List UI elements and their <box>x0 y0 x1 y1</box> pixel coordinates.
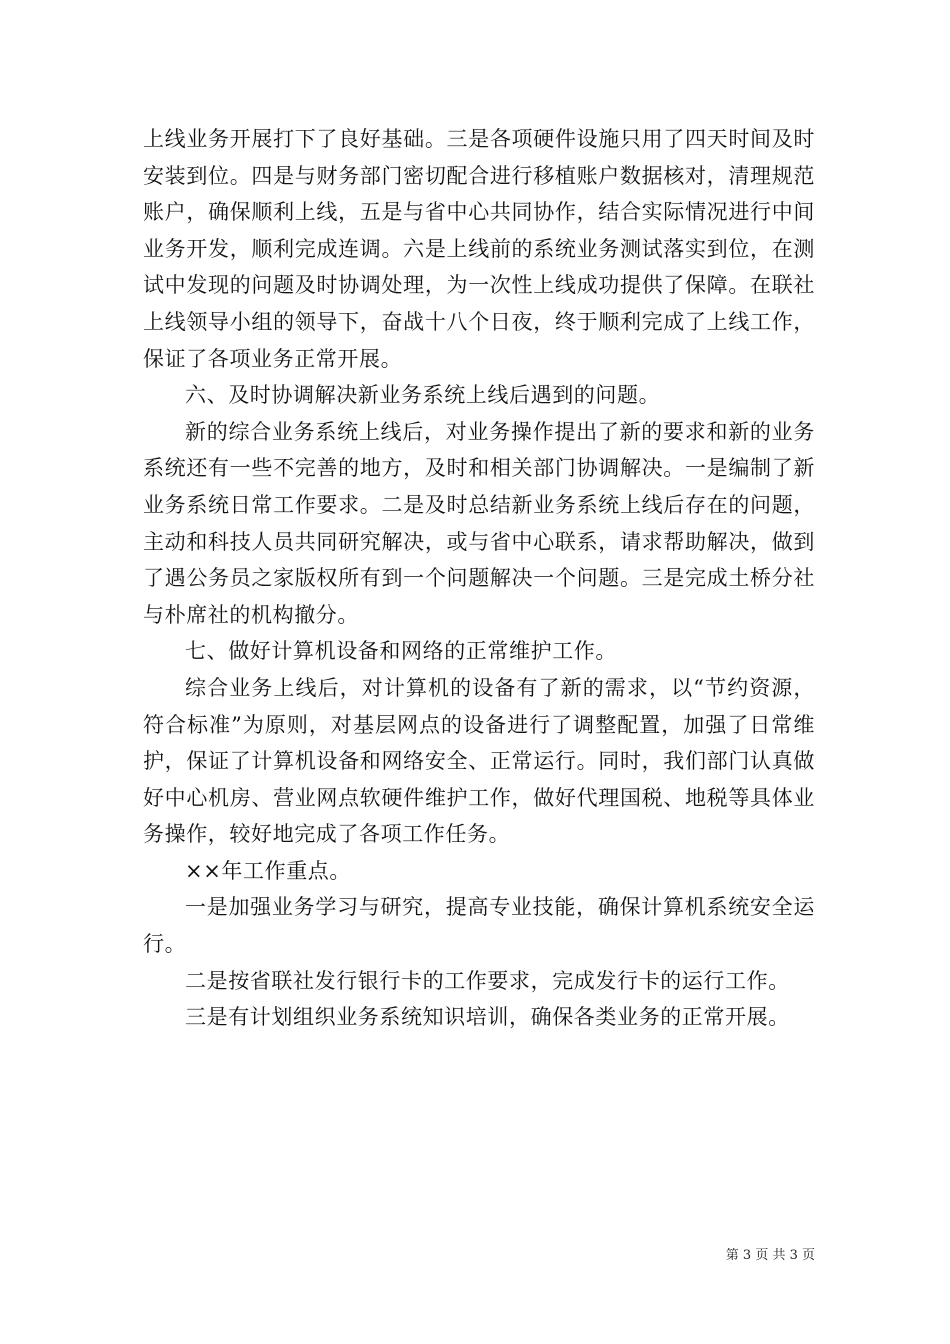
focus-item-two: 二是按省联社发行银行卡的工作要求，完成发行卡的运行工作。 <box>185 968 790 993</box>
paragraph-continuation: 上线业务开展打下了良好基础。三是各项硬件设施只用了四天时间及时安装到位。四是与财务部门密切配合进行移植账户数据核对，清理规范账户，确保顺利上线，五是与省中心共同协作，结合实际情况进行中间业务开发，顺利完成连调。六是上线前的系统业务测试落实到位，在测试中发现的问题及时协调处理，为一次性上线成功提供了保障。在联社上线领导小组的领导下，奋战十八个日夜，终于顺利完成了上线工作，保证了各项业务正常开展。 <box>143 127 815 371</box>
focus-item-one: 一是加强业务学习与研究，提高专业技能，确保计算机系统安全运行。 <box>143 895 815 957</box>
focus-item-three: 三是有计划组织业务系统知识培训，确保各类业务的正常开展。 <box>185 1005 790 1030</box>
section-heading-focus: ××年工作重点。 <box>185 858 351 883</box>
section-heading-seven: 七、做好计算机设备和网络的正常维护工作。 <box>185 639 617 664</box>
paragraph-maintenance: 综合业务上线后，对计算机的设备有了新的需求，以“节约资源，符合标准”为原则，对基层网点的设备进行了调整配置，加强了日常维护，保证了计算机设备和网络安全、正常运行。同时，我们部门认真做好中心机房、营业网点软硬件维护工作，做好代理国税、地税等具体业务操作，较好地完成了各项工作任务。 <box>143 675 815 847</box>
paragraph-new-system: 新的综合业务系统上线后，对业务操作提出了新的要求和新的业务系统还有一些不完善的地方，及时和相关部门协调解决。一是编制了新业务系统日常工作要求。二是及时总结新业务系统上线后存在的问题，主动和科技人员共同研究解决，或与省中心联系，请求帮助解决，做到了遇公务员之家版权所有到一个问题解决一个问题。三是完成土桥分社与朴席社的机构撤分。 <box>143 419 815 627</box>
page-number-footer: 第 3 页 共 3 页 <box>725 1248 815 1263</box>
document-body <box>143 121 815 1036</box>
section-heading-six: 六、及时协调解决新业务系统上线后遇到的问题。 <box>185 383 661 408</box>
